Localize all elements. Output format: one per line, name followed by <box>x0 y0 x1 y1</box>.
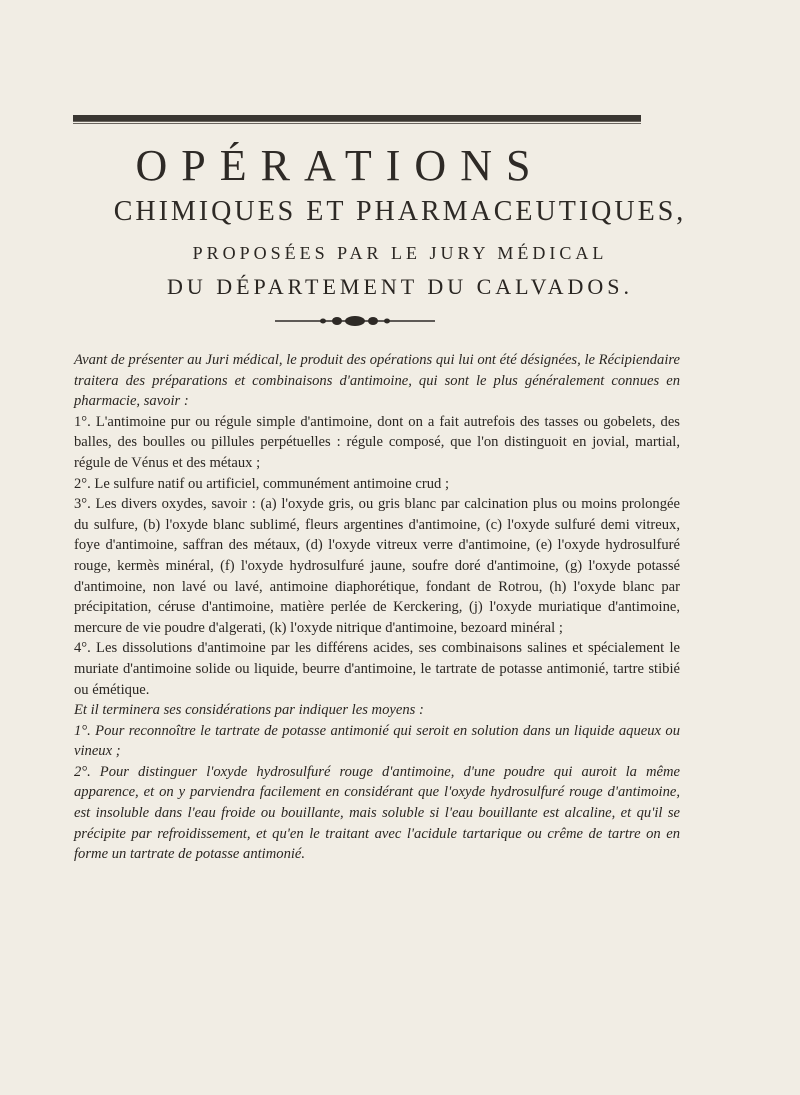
page-subtitle: CHIMIQUES ET PHARMACEUTIQUES, <box>113 196 687 227</box>
page-title: OPÉRATIONS <box>135 141 545 190</box>
means-2: 2°. Pour distinguer l'oxyde hydrosulfuré rouge d'antimoine, d'une poudre qui auroit la même apparence, et on y parviendra facilement en considérant que l'oxyde hydrosulfuré rouge d'antimoine, est insoluble dans l'eau froide ou bouillante, mais soluble si l'eau bouillante est alcaline, et qu'il se précipite par refroidissement, et qu'en le traitant avec l'acidule tartarique ou crême de tartre on en forme un tartrate de potasse antimonié. <box>74 763 680 863</box>
conclusion-line: Et il terminera ses considérations par indiquer les moyens : <box>74 702 424 719</box>
title-line-3: PROPOSÉES PAR LE JURY MÉDICAL <box>192 243 608 263</box>
item-1: 1°. L'antimoine pur ou régule simple d'antimoine, dont on a fait autrefois des tasses ou gobelets, des balles, des boulles ou pillules perpétuelles : régule composé, que l'on distinguoit en jovial, martial, régule de Vénus et des métaux ; <box>74 413 680 471</box>
title-line-4: DU DÉPARTEMENT DU CALVADOS. <box>166 274 634 299</box>
document-body <box>74 350 680 865</box>
item-3: 3°. Les divers oxydes, savoir : (a) l'oxyde gris, ou gris blanc par calcination plus ou moins prolongée du sulfure, (b) l'oxyde blanc sublimé, fleurs argentines d'antimoine, (c) l'oxyde sulfuré demi vitreux, foye d'antimoine, saffran des métaux, (d) l'oxyde vitreux verre d'antimoine, (e) l'oxyde hydrosulfuré rouge, kermès minéral, (f) l'oxyde hydrosulfuré jaune, soufre doré d'antimoine, (g) l'oxyde potassé d'antimoine, non lavé ou lavé, antimoine diaphorétique, fondant de Rotrou, (h) l'oxyde blanc par précipitation, céruse d'antimoine, matière perlée de Kerckering, (j) l'oxyde muriatique d'antimoine, mercure de vie poudre d'algerati, (k) l'oxyde nitrique d'antimoine, bezoard minéral ; <box>74 496 680 636</box>
intro-paragraph: Avant de présenter au Juri médical, le produit des opérations qui lui ont été désignées, le Récipiendaire traitera des préparations et combinaisons d'antimoine, qui sont le plus généralement connues en pharmacie, savoir : <box>74 352 680 410</box>
item-2: 2°. Le sulfure natif ou artificiel, communément antimoine crud ; <box>74 475 450 492</box>
means-1: 1°. Pour reconnoître le tartrate de potasse antimonié qui seroit en solution dans un liquide aqueux ou vineux ; <box>74 722 680 760</box>
ornament-divider <box>275 314 435 328</box>
item-4: 4°. Les dissolutions d'antimoine par les différens acides, ses combinaisons salines et spécialement le muriate d'antimoine solide ou liquide, beurre d'antimoine, le tartrate de potasse antimonié, tartre stibié ou émétique. <box>74 640 680 698</box>
top-rule <box>73 115 641 122</box>
